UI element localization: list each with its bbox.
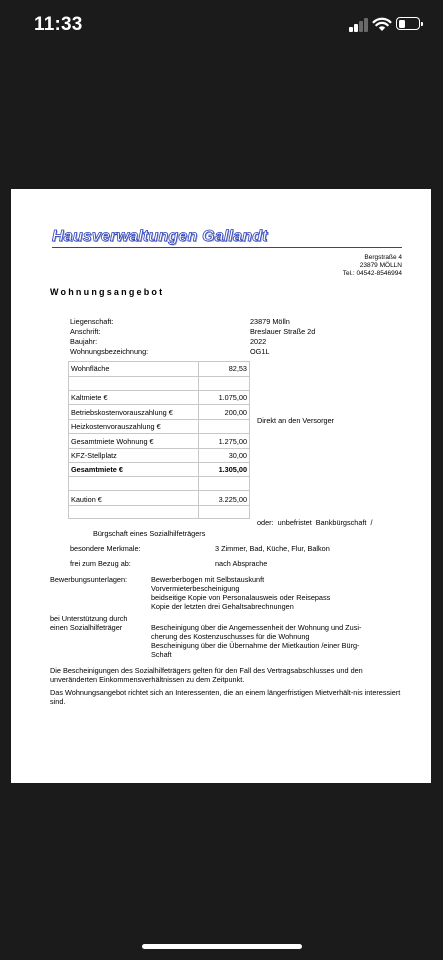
table-cell-value: 1.075,00 — [218, 393, 247, 402]
table-cell-value: 3.225,00 — [218, 495, 247, 504]
support-label: bei Unterstützung durch — [50, 614, 128, 623]
available-value: nach Absprache — [215, 559, 268, 568]
table-cell-label: KFZ-Stellplatz — [71, 451, 117, 460]
document-title: Wohnungsangebot — [50, 287, 165, 297]
application-item: Kopie der letzten drei Gehaltsabrechnungen — [151, 602, 294, 611]
application-item: Bewerberbogen mit Selbstauskunft — [151, 575, 265, 584]
battery-icon — [396, 17, 420, 30]
fact-value: Breslauer Straße 2d — [250, 327, 316, 336]
table-cell-value: 82,53 — [228, 364, 247, 373]
table-cell-label: Kaltmiete € — [71, 393, 108, 402]
table-cell-value: 1.305,00 — [218, 465, 247, 474]
deposit-note-continued: Bürgschaft eines Sozialhilfeträgers — [93, 529, 206, 538]
signal-icon — [349, 18, 369, 32]
address-city: 23879 MÖLLN — [359, 262, 402, 269]
features-label: besondere Merkmale: — [70, 544, 141, 553]
deposit-note: oder: unbefristet Bankbürgschaft / — [257, 518, 373, 527]
table-cell-label: Heizkostenvorauszahlung € — [71, 422, 161, 431]
fact-label: Anschrift: — [70, 327, 101, 336]
support-label: einen Sozialhilfeträger — [50, 623, 123, 632]
status-bar — [0, 0, 443, 52]
application-item: Vorvermieterbescheinigung — [151, 584, 240, 593]
address-phone: Tel.: 04542-8546994 — [342, 270, 402, 277]
table-cell-label: Gesamtmiete Wohnung € — [71, 437, 154, 446]
address-street: Bergstraße 4 — [364, 254, 402, 261]
support-item: Bescheinigung über die Übernahme der Mietkaution /einer Bürg- — [151, 641, 360, 650]
application-item: beidseitige Kopie von Personalausweis oder Reisepass — [151, 593, 331, 602]
fact-value: 23879 Mölln — [250, 317, 290, 326]
heating-note: Direkt an den Versorger — [257, 416, 335, 425]
available-label: frei zum Bezug ab: — [70, 559, 131, 568]
table-cell-value: 200,00 — [224, 408, 247, 417]
clock: 11:33 — [34, 14, 83, 35]
fact-value: OG1L — [250, 347, 270, 356]
table-cell-label: Gesamtmiete € — [71, 465, 123, 474]
note-paragraph: Die Bescheinigungen des Sozialhilfeträgers gelten für den Fall des Vertragsabschlusses und den unveränderten Einkommensverhältnissen zu dem Zeitpunkt. — [50, 666, 363, 684]
home-indicator[interactable] — [142, 944, 302, 949]
wifi-icon — [372, 16, 392, 32]
table-cell-label: Betriebskostenvorauszahlung € — [71, 408, 173, 417]
table-cell-label: Kaution € — [71, 495, 102, 504]
support-item: Bescheinigung über die Angemessenheit der Wohnung und Zusi- — [151, 623, 362, 632]
fact-label: Baujahr: — [70, 337, 98, 346]
application-label: Bewerbungsunterlagen: — [50, 575, 128, 584]
fact-label: Liegenschaft: — [70, 317, 114, 326]
company-name: Hausverwaltungen Gallandt — [52, 228, 268, 245]
header-rule — [52, 247, 402, 248]
table-cell-value: 30,00 — [228, 451, 247, 460]
fact-value: 2022 — [250, 337, 267, 346]
fact-label: Wohnungsbezeichnung: — [70, 347, 149, 356]
document-page — [11, 189, 431, 783]
note-paragraph: Das Wohnungsangebot richtet sich an Interessenten, die an einem längerfristigen Mietverhält-nis interessiert sind. — [50, 688, 401, 706]
table-cell-value: 1.275,00 — [218, 437, 247, 446]
features-value: 3 Zimmer, Bad, Küche, Flur, Balkon — [215, 544, 330, 553]
support-item: Schaft — [151, 650, 172, 659]
table-cell-label: Wohnfläche — [71, 364, 110, 373]
support-item: cherung des Kostenzuschusses für die Wohnung — [151, 632, 310, 641]
